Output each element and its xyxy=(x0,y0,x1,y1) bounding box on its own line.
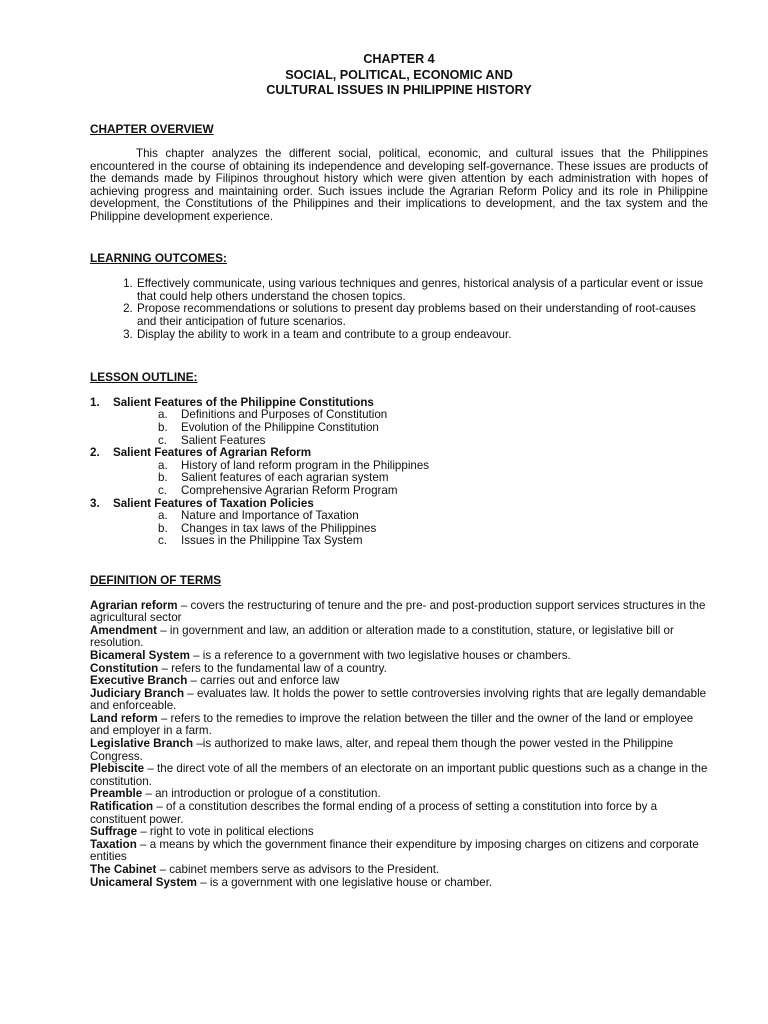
term-entry xyxy=(90,763,708,788)
term-definition: – cabinet members serve as advisors to the President. xyxy=(156,863,440,876)
term-entry xyxy=(90,738,708,763)
chapter-title-line-1: SOCIAL, POLITICAL, ECONOMIC AND xyxy=(285,67,513,82)
chapter-title-line-2: CULTURAL ISSUES IN PHILIPPINE HISTORY xyxy=(266,83,532,97)
learning-outcome-item: 2. Propose recommendations or solutions to present day problems based on their understanding of root-causes and their anticipation of future scenarios. xyxy=(136,303,708,328)
term-definition: – the direct vote of all the members of an electorate on an important public questions such as a change in the constitution. xyxy=(90,762,708,788)
term-definition: – is a reference to a government with two legislative houses or chambers. xyxy=(189,648,571,662)
definition-of-terms-heading: DEFINITION OF TERMS xyxy=(90,572,222,587)
term-entry xyxy=(90,877,708,890)
term-definition: – evaluates law. It holds the power to settle controversies involving rights that are legally demandable and enforceable. xyxy=(90,686,707,713)
lesson-subtopic: c. Issues in the Philippine Tax System xyxy=(158,534,363,548)
term-name: Taxation xyxy=(90,837,137,851)
lesson-subtopic: c. Comprehensive Agrarian Reform Program xyxy=(158,483,398,497)
term-name: Legislative Branch xyxy=(90,737,194,751)
term-definition: – an introduction or prologue of a constitution. xyxy=(142,787,381,801)
term-entry xyxy=(90,713,708,738)
term-name: Agrarian reform xyxy=(90,598,178,612)
lesson-number: 1. xyxy=(90,395,100,409)
learning-outcomes-list xyxy=(90,278,708,341)
chapter-title xyxy=(90,52,708,99)
term-definition: – covers the restructuring of tenure and the pre- and post-production support services structures in the agricultural sector xyxy=(90,598,706,625)
term-definition: – carries out and enforce law xyxy=(187,674,340,688)
lesson-subtopic: a. Definitions and Purposes of Constitution xyxy=(158,408,388,422)
lesson-item xyxy=(90,447,708,497)
lesson-title: Salient Features of the Philippine Constitutions xyxy=(113,395,374,409)
term-definition: – in government and law, an addition or alteration made to a constitution, stature, or legislative bill or resolution. xyxy=(90,623,674,650)
term-name: Executive Branch xyxy=(90,674,188,688)
term-definition: – is a government with one legislative house or chamber. xyxy=(196,875,493,889)
lesson-subtopic: b. Changes in tax laws of the Philippines xyxy=(158,521,377,535)
term-definition: – a means by which the government finance their expenditure by imposing charges on citizens and corporate entities xyxy=(90,837,699,864)
term-definition: – refers to the fundamental law of a country. xyxy=(158,661,387,675)
overview-heading: CHAPTER OVERVIEW xyxy=(90,121,214,136)
lesson-subtopic: b. Evolution of the Philippine Constitution xyxy=(158,421,379,434)
lesson-number: 3. xyxy=(90,496,100,510)
lesson-outline-heading: LESSON OUTLINE: xyxy=(90,370,198,385)
term-name: Suffrage xyxy=(90,825,138,839)
lesson-subtopic: c. Salient Features xyxy=(158,433,266,447)
term-entry xyxy=(90,600,708,625)
term-entry xyxy=(90,839,708,864)
lesson-item xyxy=(90,397,708,447)
term-name: Judiciary Branch xyxy=(90,686,185,700)
learning-outcome-item: 1. Effectively communicate, using various techniques and genres, historical analysis of a particular event or issue that could help others understand the chosen topics. xyxy=(136,278,708,303)
learning-outcomes-heading: LEARNING OUTCOMES: xyxy=(90,250,227,265)
document-page xyxy=(90,52,708,889)
term-entry xyxy=(90,625,708,650)
chapter-number: CHAPTER 4 xyxy=(363,52,435,66)
term-name: Land reform xyxy=(90,711,158,725)
term-name: Preamble xyxy=(90,787,143,801)
lesson-title: Salient Features of Agrarian Reform xyxy=(113,446,311,460)
term-name: Constitution xyxy=(90,661,159,675)
definition-of-terms-list xyxy=(90,600,708,890)
term-name: Bicameral System xyxy=(90,648,190,662)
term-name: Unicameral System xyxy=(90,875,197,889)
overview-paragraph: This chapter analyzes the different social, political, economic, and cultural issues that the Philippines encountered in the course of obtaining its independence and developing self-governance. These issues are products of the demands made by Filipinos throughout history which were given attention by each administration with hopes of achieving progress and maintaining order. Such issues include the Agrarian Reform Policy and its role in Philippine development, the Constitutions of the Philippines and their implications to development, and the tax system and the Philippine development experience. xyxy=(90,147,708,224)
term-definition: –is authorized to make laws, alter, and repeal them though the power vested in the Philippine Congress. xyxy=(90,737,674,763)
lesson-item xyxy=(90,498,708,548)
term-definition: – right to vote in political elections xyxy=(137,825,314,839)
term-entry xyxy=(90,688,708,713)
lesson-title: Salient Features of Taxation Policies xyxy=(113,496,314,510)
lesson-number: 2. xyxy=(90,446,100,460)
lesson-outline xyxy=(90,397,708,548)
term-name: Plebiscite xyxy=(90,762,145,776)
term-name: Ratification xyxy=(90,800,154,814)
lesson-subtopic: b. Salient features of each agrarian system xyxy=(158,471,389,485)
term-definition: – refers to the remedies to improve the relation between the tiller and the owner of the land or employee and employer in a farm. xyxy=(90,711,694,738)
lesson-subtopic: a. History of land reform program in the Philippines xyxy=(158,458,430,472)
term-definition: – of a constitution describes the formal ending of a process of setting a constitution into force by a constituent power. xyxy=(90,800,658,826)
term-entry xyxy=(90,801,708,826)
lesson-subtopic: a. Nature and Importance of Taxation xyxy=(158,509,359,523)
term-name: The Cabinet xyxy=(90,863,157,876)
learning-outcome-item: 3. Display the ability to work in a team and contribute to a group endeavour. xyxy=(136,329,708,342)
term-name: Amendment xyxy=(90,623,157,637)
